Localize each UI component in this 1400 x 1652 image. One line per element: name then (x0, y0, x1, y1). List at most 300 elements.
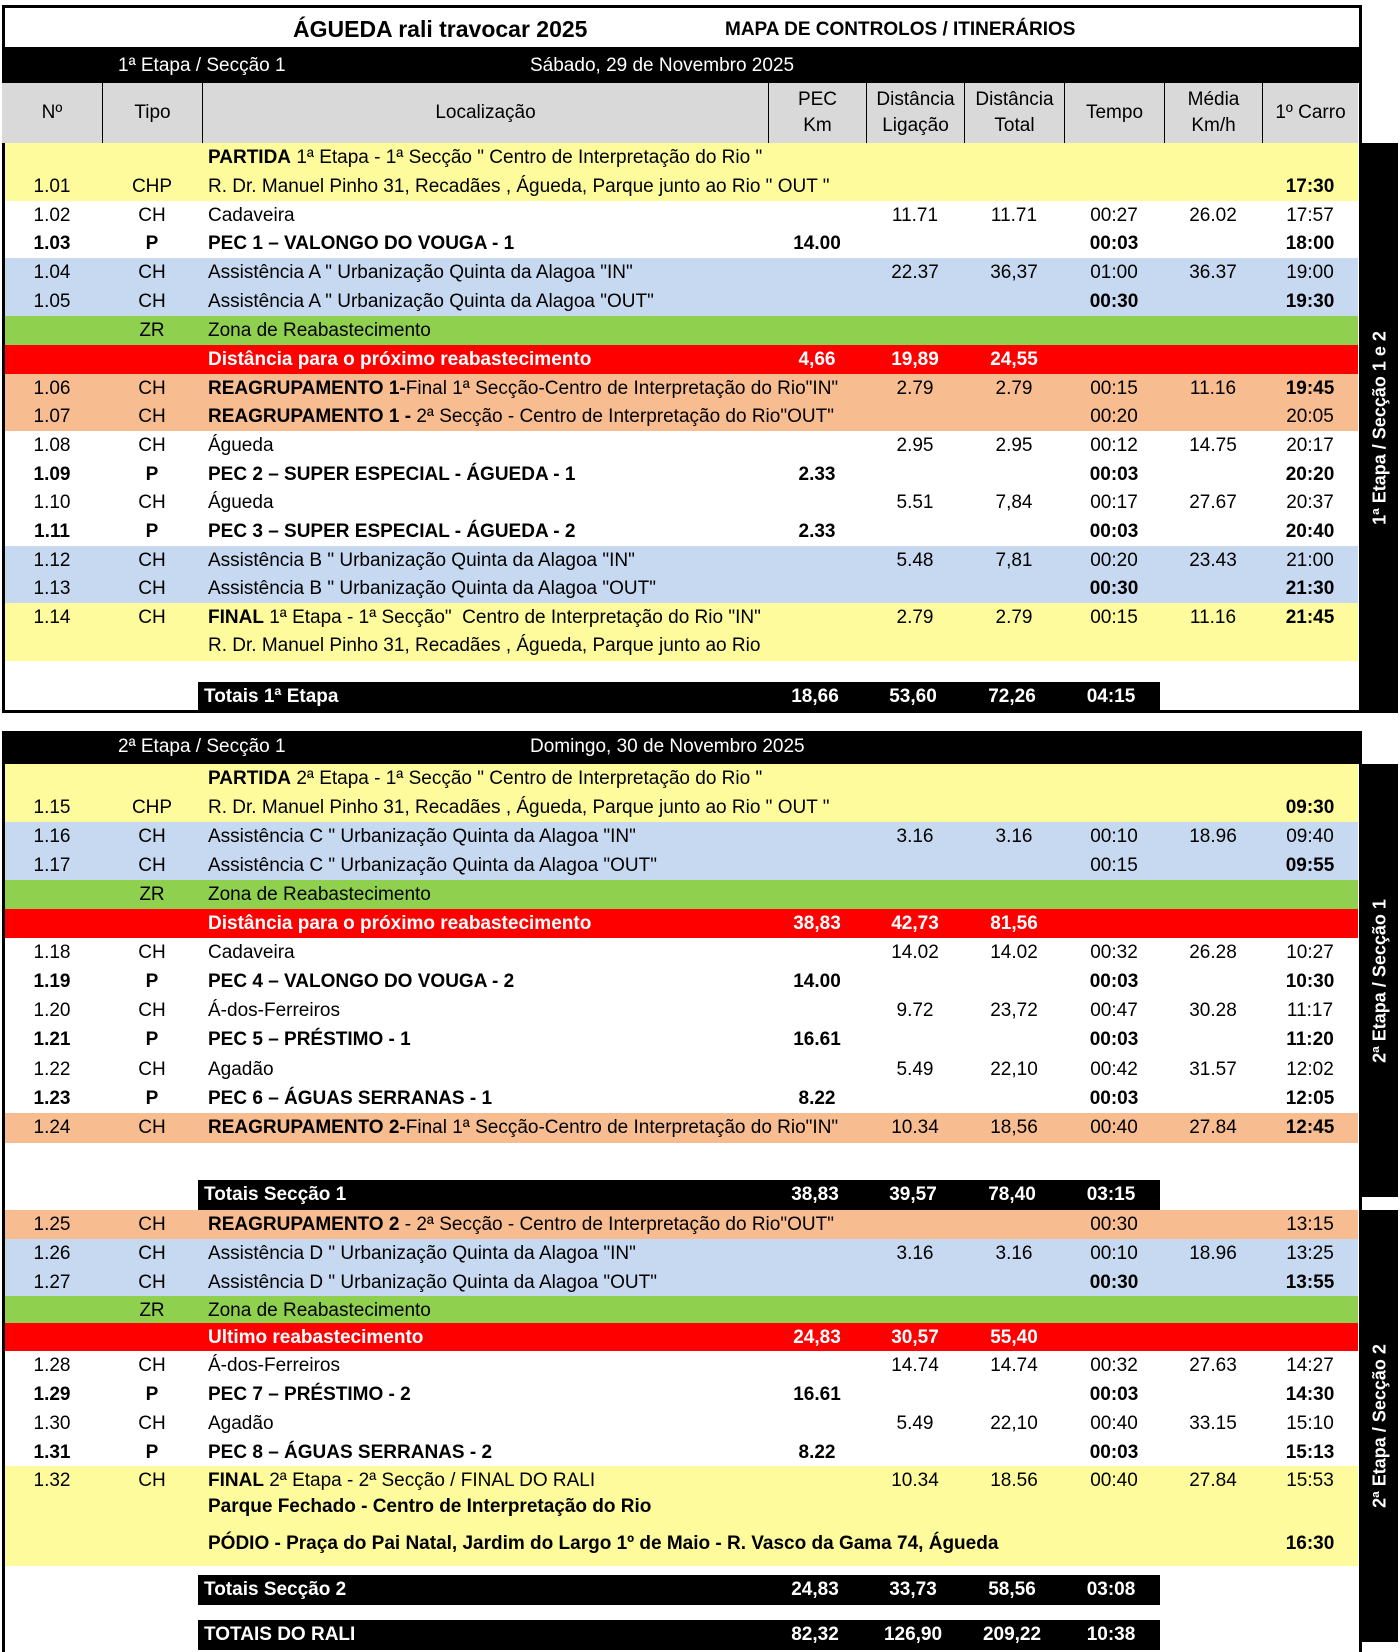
cell-tm: 00:40 (1090, 1117, 1138, 1138)
cell-n: 1.31 (33, 1442, 71, 1463)
column-header (2, 83, 1358, 143)
cell-location (208, 793, 830, 823)
cell-n (2, 1492, 102, 1522)
cell-tm (1064, 909, 1164, 939)
cell-tm: 00:03 (1089, 1442, 1139, 1463)
cell-d1: 5.51 (896, 492, 934, 513)
cell-c: 16:30 (1285, 1533, 1335, 1554)
totals-dist-lig: 53,60 (889, 686, 937, 707)
cell-c (1262, 1323, 1358, 1353)
table-row (2, 909, 1358, 939)
cell-tm: 00:20 (1090, 550, 1138, 571)
cell-d2: 2.95 (995, 435, 1033, 456)
cell-d1 (866, 793, 964, 823)
cell-d1: 3.16 (896, 1243, 934, 1264)
cell-t: CHP (131, 797, 173, 818)
cell-c: 09:30 (1285, 797, 1335, 818)
table-row (2, 374, 1358, 404)
cell-t: P (145, 1029, 159, 1050)
cell-t: CH (138, 262, 166, 283)
cell-p (768, 143, 866, 173)
cell-tm: 00:32 (1090, 942, 1138, 963)
cell-p (768, 851, 866, 881)
cell-n: 1.01 (33, 176, 71, 197)
cell-location (208, 258, 768, 288)
cell-n: 1.06 (33, 378, 71, 399)
table-row (2, 316, 1358, 346)
cell-n: 1.09 (33, 464, 71, 485)
cell-location (208, 229, 768, 259)
table-row (2, 938, 1358, 968)
location-bold: PEC 7 – PRÉSTIMO - 2 (208, 1384, 411, 1405)
cell-t (102, 345, 202, 375)
cell-d2: 22,10 (990, 1413, 1038, 1434)
cell-d2 (964, 1210, 1064, 1240)
cell-d1 (866, 1210, 964, 1240)
cell-n (2, 909, 102, 939)
cell-d1 (866, 1380, 964, 1410)
cell-m (1164, 1323, 1262, 1353)
cell-n: 1.15 (33, 797, 71, 818)
cell-d2: 3.16 (995, 1243, 1033, 1264)
cell-location (208, 1409, 768, 1439)
cell-p (768, 880, 866, 910)
cell-p (768, 316, 866, 346)
cell-c: 19:30 (1285, 291, 1335, 312)
cell-location (208, 1296, 768, 1326)
cell-n: 1.32 (33, 1470, 71, 1491)
cell-m (1164, 143, 1262, 173)
cell-n: 1.24 (33, 1117, 71, 1138)
cell-tm: 00:15 (1090, 855, 1138, 876)
col-n: Nº (41, 102, 63, 123)
cell-n: 1.11 (34, 521, 70, 542)
cell-d1: 42,73 (891, 913, 939, 934)
col-local: Localização (202, 83, 768, 143)
grand-totals-label: TOTAIS DO RALI (204, 1624, 356, 1645)
cell-d1 (866, 1296, 964, 1326)
table-row (2, 1438, 1358, 1468)
cell-m (1164, 909, 1262, 939)
cell-p: 24,83 (793, 1327, 841, 1348)
cell-m (1164, 1492, 1262, 1522)
location-bold: PARTIDA (208, 147, 292, 168)
location-text: 2ª Secção - Centro de Interpretação do Rio"OUT" (411, 406, 834, 427)
cell-m (1164, 793, 1262, 823)
cell-n: 1.03 (33, 233, 71, 254)
cell-tm: 00:10 (1090, 826, 1138, 847)
cell-location (208, 345, 768, 375)
table-row (2, 822, 1358, 852)
totals-label: Totais Secção 2 (204, 1579, 347, 1600)
totals-pec: 38,83 (791, 1184, 839, 1205)
cell-tm: 00:30 (1090, 1214, 1138, 1235)
cell-m (1164, 287, 1262, 317)
stage2-header (2, 731, 1362, 764)
cell-d2: 24,55 (990, 349, 1038, 370)
cell-n (2, 631, 102, 661)
cell-p (768, 431, 866, 461)
cell-m (1164, 1025, 1262, 1055)
cell-tm: 00:15 (1090, 378, 1138, 399)
location-bold: REAGRUPAMENTO 2- (208, 1117, 406, 1138)
cell-d1: 2.95 (896, 435, 934, 456)
location-text: - 2ª Secção - Centro de Interpretação do Rio"OUT" (399, 1214, 834, 1235)
cell-t: CH (138, 1214, 166, 1235)
cell-m (1164, 402, 1262, 432)
cell-p (768, 546, 866, 576)
cell-n: 1.10 (33, 492, 71, 513)
cell-d2: 18,56 (990, 1117, 1038, 1138)
table-row (2, 631, 1358, 661)
cell-p (768, 1239, 866, 1269)
cell-d1 (866, 967, 964, 997)
cell-d2 (964, 402, 1064, 432)
cell-c: 14:27 (1286, 1355, 1334, 1376)
table-row (2, 546, 1358, 576)
cell-t (102, 631, 202, 661)
cell-n: 1.05 (33, 291, 71, 312)
cell-c: 15:10 (1286, 1413, 1334, 1434)
cell-c: 20:20 (1285, 464, 1335, 485)
cell-m: 33.15 (1189, 1413, 1237, 1434)
cell-tm: 00:03 (1089, 464, 1139, 485)
cell-t: P (145, 464, 159, 485)
cell-c: 20:05 (1286, 406, 1334, 427)
cell-d2 (964, 143, 1064, 173)
stage2-date: Domingo, 30 de Novembro 2025 (530, 736, 805, 757)
cell-location (208, 402, 834, 432)
table-row (2, 603, 1358, 633)
cell-c: 14:30 (1285, 1384, 1335, 1405)
cell-t: CH (138, 826, 166, 847)
cell-t (102, 909, 202, 939)
cell-m (1164, 460, 1262, 490)
cell-c (1262, 764, 1358, 794)
location-text: Final 1ª Secção-Centro de Interpretação do Rio"IN" (405, 1117, 839, 1138)
cell-n (2, 1323, 102, 1353)
cell-m (1164, 1522, 1262, 1566)
cell-c: 18:00 (1285, 233, 1335, 254)
location-text: 1ª Etapa - 1ª Secção " Centro de Interpretação do Rio " (291, 147, 763, 168)
cell-location (208, 546, 768, 576)
cell-tm (1064, 345, 1164, 375)
table-row (2, 402, 1358, 432)
location-bold: PEC 8 – ÁGUAS SERRANAS - 2 (208, 1442, 493, 1463)
cell-tm: 00:30 (1089, 291, 1139, 312)
cell-tm: 00:20 (1090, 406, 1138, 427)
cell-c (1262, 345, 1358, 375)
cell-n: 1.23 (33, 1088, 71, 1109)
cell-m (1164, 1380, 1262, 1410)
cell-n: 1.29 (33, 1384, 71, 1405)
cell-location (208, 1084, 768, 1114)
stage1-date: Sábado, 29 de Novembro 2025 (530, 55, 795, 76)
cell-d1 (866, 1438, 964, 1468)
page-subtitle: MAPA DE CONTROLOS / ITINERÁRIOS (725, 19, 1076, 40)
cell-m (1164, 880, 1262, 910)
location-text: Zona de Reabastecimento (208, 884, 431, 905)
cell-d2: 7,81 (995, 550, 1033, 571)
cell-d2: 3.16 (995, 826, 1033, 847)
table-row (2, 1055, 1358, 1085)
location-bold: PEC 5 – PRÉSTIMO - 1 (208, 1029, 411, 1050)
cell-t (102, 1522, 202, 1566)
cell-d1 (866, 1492, 964, 1522)
cell-m: 27.84 (1189, 1117, 1237, 1138)
cell-n: 1.16 (33, 826, 71, 847)
cell-tm (1064, 1323, 1164, 1353)
cell-p (768, 1055, 866, 1085)
cell-tm (1064, 1522, 1164, 1566)
cell-t: CH (138, 1413, 166, 1434)
cell-p (768, 1409, 866, 1439)
location-bold: REAGRUPAMENTO 1- (208, 378, 406, 399)
cell-location (208, 1055, 768, 1085)
table-row (2, 1084, 1358, 1114)
cell-location (208, 517, 768, 547)
totals-dist-total: 58,56 (988, 1579, 1036, 1600)
cell-n: 1.22 (33, 1059, 71, 1080)
col-dist-lig: Distância Ligação (866, 83, 964, 143)
cell-d2 (964, 1438, 1064, 1468)
cell-tm: 00:47 (1090, 1000, 1138, 1021)
cell-d2: 55,40 (990, 1327, 1038, 1348)
cell-n: 1.04 (33, 262, 71, 283)
cell-m (1164, 1268, 1262, 1298)
cell-d2: 36,37 (990, 262, 1038, 283)
cell-d2 (964, 1380, 1064, 1410)
cell-t (102, 1492, 202, 1522)
cell-m: 27.67 (1189, 492, 1237, 513)
table-row (2, 258, 1358, 288)
cell-p (768, 172, 866, 202)
cell-t: CH (138, 550, 166, 571)
table-row (2, 1025, 1358, 1055)
cell-n: 1.13 (33, 578, 71, 599)
cell-d2: 2.79 (995, 607, 1033, 628)
location-text: Águeda (208, 492, 274, 513)
cell-n: 1.12 (33, 550, 71, 571)
location-text: Assistência D " Urbanização Quinta da Alagoa "OUT" (208, 1272, 658, 1293)
table-row (2, 1239, 1358, 1269)
cell-c: 11:20 (1286, 1029, 1334, 1050)
cell-t: CH (138, 855, 166, 876)
cell-tm: 00:12 (1090, 435, 1138, 456)
cell-t: CH (138, 1272, 166, 1293)
cell-t: CH (138, 1355, 166, 1376)
cell-d2 (964, 967, 1064, 997)
cell-location (208, 574, 768, 604)
location-text: Assistência C " Urbanização Quinta da Alagoa "IN" (208, 826, 636, 847)
cell-t (102, 1323, 202, 1353)
cell-d1 (866, 764, 964, 794)
cell-m (1164, 574, 1262, 604)
location-text: Assistência A " Urbanização Quinta da Alagoa "IN" (208, 262, 633, 283)
cell-d2 (964, 1025, 1064, 1055)
cell-n: 1.25 (33, 1214, 71, 1235)
cell-location (208, 938, 768, 968)
grand-totals-pec: 82,32 (791, 1624, 839, 1645)
cell-tm: 00:17 (1090, 492, 1138, 513)
stage2-section1-side-label: 2ª Etapa / Secção 1 (1362, 764, 1398, 1197)
cell-m (1164, 851, 1262, 881)
table-row (2, 967, 1358, 997)
cell-p (768, 402, 866, 432)
cell-c: 13:55 (1285, 1272, 1335, 1293)
cell-c: 21:30 (1285, 578, 1335, 599)
location-bold: FINAL (208, 1470, 264, 1491)
cell-m: 11.16 (1189, 607, 1237, 628)
cell-tm (1064, 316, 1164, 346)
cell-c: 15:53 (1286, 1470, 1334, 1491)
cell-location (208, 172, 830, 202)
cell-d1 (866, 631, 964, 661)
location-text: Cadaveira (208, 205, 295, 226)
stage1-header (2, 50, 1362, 83)
location-text: Assistência B " Urbanização Quinta da Alagoa "OUT" (208, 578, 656, 599)
cell-tm: 00:27 (1090, 205, 1138, 226)
cell-d1: 19,89 (891, 349, 939, 370)
cell-d2 (964, 764, 1064, 794)
cell-m: 26.02 (1189, 205, 1237, 226)
cell-n (2, 1522, 102, 1566)
cell-p: 14.00 (793, 971, 841, 992)
cell-location (208, 1380, 768, 1410)
cell-p: 8.22 (798, 1442, 836, 1463)
cell-t: CH (138, 578, 166, 599)
cell-d2: 11.71 (990, 205, 1038, 226)
cell-c: 10:27 (1286, 942, 1334, 963)
cell-tm: 00:30 (1089, 578, 1139, 599)
cell-t: CH (138, 1470, 166, 1491)
cell-d2 (964, 1522, 1064, 1566)
title-bar (2, 5, 1362, 50)
cell-d2 (964, 316, 1064, 346)
cell-m: 27.84 (1189, 1470, 1237, 1491)
cell-tm: 00:10 (1090, 1243, 1138, 1264)
cell-n: 1.26 (33, 1243, 71, 1264)
cell-p (768, 603, 866, 633)
cell-location (208, 1113, 839, 1143)
cell-t: CH (138, 607, 166, 628)
table-row (2, 1113, 1358, 1143)
location-bold: Distância para o próximo reabastecimento (208, 349, 592, 370)
location-text: Assistência B " Urbanização Quinta da Alagoa "IN" (208, 550, 635, 571)
cell-p (768, 793, 866, 823)
cell-d2 (964, 851, 1064, 881)
table-row (2, 201, 1358, 231)
cell-d1 (866, 574, 964, 604)
cell-location (208, 967, 768, 997)
cell-d1 (866, 851, 964, 881)
cell-n: 1.07 (33, 406, 71, 427)
totals-dist-lig: 39,57 (889, 1184, 937, 1205)
cell-t: P (145, 971, 159, 992)
cell-m: 31.57 (1189, 1059, 1237, 1080)
cell-p (768, 201, 866, 231)
cell-d2: 81,56 (990, 913, 1038, 934)
cell-location (208, 1522, 999, 1566)
cell-c: 13:15 (1286, 1214, 1334, 1235)
cell-p (768, 938, 866, 968)
cell-c: 19:45 (1285, 378, 1335, 399)
cell-p (768, 374, 866, 404)
cell-p (768, 1522, 866, 1566)
location-bold: PEC 3 – SUPER ESPECIAL - ÁGUEDA - 2 (208, 521, 576, 542)
cell-m (1164, 1084, 1262, 1114)
cell-n: 1.28 (33, 1355, 71, 1376)
location-bold: PÓDIO - Praça do Pai Natal, Jardim do Largo 1º de Maio - R. Vasco da Gama 74, Águeda (208, 1533, 999, 1554)
cell-c: 20:40 (1285, 521, 1335, 542)
location-text: 2ª Etapa - 1ª Secção " Centro de Interpretação do Rio " (291, 768, 763, 789)
cell-d2: 23,72 (990, 1000, 1038, 1021)
cell-p (768, 1351, 866, 1381)
table-row (2, 1409, 1358, 1439)
table-row (2, 851, 1358, 881)
cell-m: 18.96 (1189, 826, 1237, 847)
location-text: Agadão (208, 1413, 274, 1434)
cell-t: ZR (139, 1300, 165, 1321)
cell-d1 (866, 880, 964, 910)
cell-location (208, 201, 768, 231)
cell-p (768, 1210, 866, 1240)
cell-d1: 3.16 (896, 826, 934, 847)
grand-totals (198, 1620, 1160, 1650)
cell-d1 (866, 1268, 964, 1298)
location-text: Águeda (208, 435, 274, 456)
location-text: R. Dr. Manuel Pinho 31, Recadães , Águeda, Parque junto ao Rio (208, 635, 761, 656)
cell-tm: 00:03 (1089, 1384, 1139, 1405)
cell-tm (1064, 1492, 1164, 1522)
cell-c: 10:30 (1285, 971, 1335, 992)
location-bold: PARTIDA (208, 768, 292, 789)
cell-c: 21:45 (1285, 607, 1335, 628)
cell-m: 30.28 (1189, 1000, 1237, 1021)
cell-c: 12:02 (1286, 1059, 1334, 1080)
cell-t: CHP (131, 176, 173, 197)
cell-n (2, 880, 102, 910)
cell-p (768, 822, 866, 852)
table-row (2, 143, 1358, 173)
location-bold: Parque Fechado - Centro de Interpretação do Rio (208, 1496, 652, 1517)
table-row (2, 764, 1358, 794)
cell-tm: 00:42 (1090, 1059, 1138, 1080)
table-row (2, 460, 1358, 490)
location-text: 2ª Etapa - 2ª Secção / FINAL DO RALI (263, 1470, 596, 1491)
cell-n: 1.30 (33, 1413, 71, 1434)
cell-m: 36.37 (1189, 262, 1237, 283)
cell-p (768, 764, 866, 794)
totals-pec: 18,66 (791, 686, 839, 707)
cell-p: 2.33 (798, 464, 836, 485)
cell-m (1164, 764, 1262, 794)
table-row (2, 1380, 1358, 1410)
cell-d1: 22.37 (891, 262, 939, 283)
cell-location (208, 1210, 834, 1240)
cell-t: P (145, 233, 159, 254)
cell-d2 (964, 631, 1064, 661)
cell-location (208, 1323, 768, 1353)
cell-c: 20:37 (1286, 492, 1334, 513)
cell-n: 1.02 (33, 205, 71, 226)
cell-m (1164, 172, 1262, 202)
cell-d2 (964, 287, 1064, 317)
cell-c: 09:55 (1285, 855, 1335, 876)
totals-tempo: 03:08 (1086, 1579, 1136, 1600)
cell-location (208, 822, 768, 852)
cell-d1 (866, 1522, 964, 1566)
